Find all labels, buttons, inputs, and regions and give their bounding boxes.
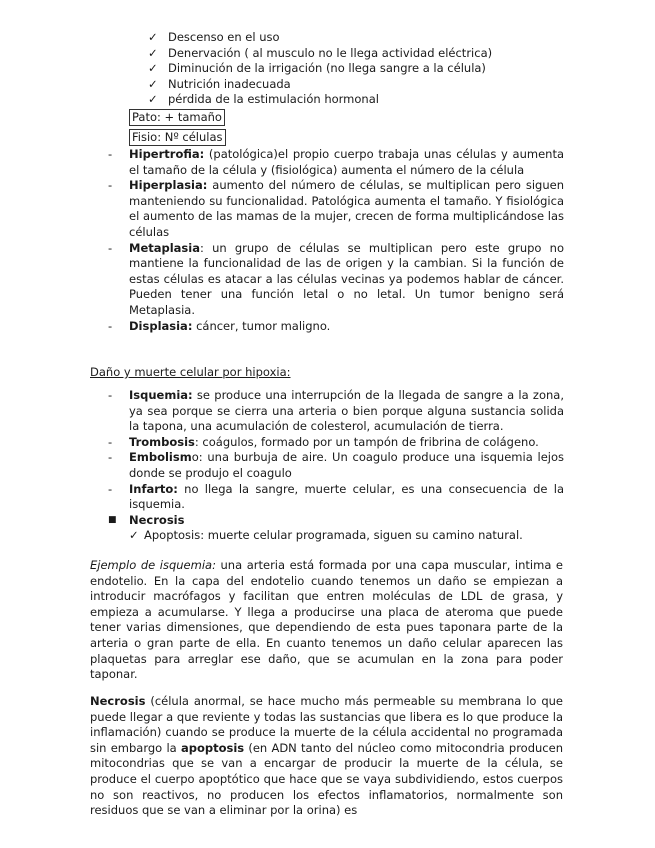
check-icon: ✓ — [129, 528, 139, 543]
dash-icon: - — [108, 147, 113, 161]
checklist-item: ✓ Denervación ( al musculo no le llega actividad eléctrica) — [148, 45, 493, 60]
checklist-item: ✓ pérdida de la estimulación hormonal — [148, 92, 379, 107]
dash-icon: - — [108, 318, 113, 333]
square-bullet-icon: ■ — [108, 514, 117, 525]
checklist-item: ✓ Nutrición inadecuada — [148, 76, 291, 91]
list-item-metaplasia: - Metaplasia: un grupo de células se multiplican pero este grupo no mantiene la funcionalidad de las de origen y la cambian. Si la función de estas células es atacar a las células vecinas ya podemos hablar de cáncer. Pueden tener una función letal o no letal. Un tumor benigno será Metaplasia. — [108, 240, 564, 317]
check-icon: ✓ — [148, 76, 158, 91]
check-icon: ✓ — [148, 45, 158, 60]
checklist-item: ✓ Descenso en el uso — [148, 30, 280, 44]
list-item-displasia: - Displasia: cáncer, tumor maligno. — [108, 318, 331, 333]
list-item-infarto: - Infarto: no llega la sangre, muerte celular, es una consecuencia de la isquemia. — [108, 481, 564, 512]
list-item-necrosis: ■ Necrosis ✓ Apoptosis: muerte celular programada, siguen su camino natural. — [108, 513, 564, 544]
example-paragraph: Ejemplo de isquemia: una arteria está formada por una capa muscular, intima e endotelio. En la capa del endotelio cuando tenemos un daño se empiezan a introducir macrófagos y facilitan que entren moléculas de LDL de grasa, y empieza a acumularse. Y llega a producirse una placa de ateroma que puede tener varias dimensiones, que dependiendo de esta pues taponara parte de la arteria o gran parte de ella. En cuanto tenemos un daño celular aparecen las plaquetas para arreglar ese daño, que se acumulan en la zona para poder taponar. — [90, 558, 564, 682]
necrosis-paragraph: Necrosis (célula anormal, se hace mucho más permeable su membrana lo que puede llegar a que reviente y todas las sustancias que libera es lo que produce la inflamación) cuando se produce la muerte de la célula accidental no programada sin embargo la apoptosis (en ADN tanto del núcleo como mitocondria producen mitocondrias que se van a encargar de producir la muerte de la célula, se produce el cuerpo apoptótico que hace que se vaya subdividiendo, estos cuerpos no son reactivos, no producen los efectos inflamatorios, normalmente son residuos que se van a eliminar por la orina) es — [90, 694, 563, 818]
check-icon: ✓ — [148, 30, 158, 44]
dash-icon: - — [108, 240, 113, 255]
list-item-hiperplasia: - Hiperplasia: aumento del número de células, se multiplican pero siguen manteniendo su funcionalidad. Patológica aumenta el tamaño. Y fisiológica el aumento de las mamas de la mujer, crecen de forma multiplicándose las células — [108, 178, 564, 239]
hypoxia-list — [108, 388, 564, 544]
fisio-box: Fisio: Nº células — [129, 129, 226, 146]
causes-checklist — [148, 30, 492, 108]
list-item-hipertrofia: - Hipertrofia: (patológica)el propio cuerpo trabaja unas células y aumenta el tamaño de la célula y (fisiológica) aumenta el número de la célula — [108, 147, 564, 177]
list-item-isquemia: - Isquemia: se produce una interrupción de la llegada de sangre a la zona, ya sea porque se cierra una arteria o bien porque alguna sustancia solida la tapona, una acumulación de colesterol, acumulación de tierra. — [108, 388, 564, 434]
pato-box: Pato: + tamaño — [129, 109, 225, 126]
dash-icon: - — [108, 450, 113, 465]
adaptations-list — [108, 147, 564, 334]
checklist-item: ✓ Diminución de la irrigación (no llega sangre a la célula) — [148, 61, 486, 76]
list-item-embolismo: - Embolismo: una burbuja de aire. Un coagulo produce una isquemia lejos donde se produjo el coagulo — [108, 450, 564, 480]
dash-icon: - — [108, 481, 113, 496]
check-icon: ✓ — [148, 92, 158, 107]
list-item-trombosis: - Trombosis: coágulos, formado por un tampón de fribrina de colágeno. — [108, 434, 539, 449]
section-heading: Daño y muerte celular por hipoxia: — [90, 365, 291, 379]
check-icon: ✓ — [148, 61, 158, 76]
dash-icon: - — [108, 388, 113, 402]
dash-icon: - — [108, 178, 113, 193]
apoptosis-item: ✓ Apoptosis: muerte celular programada, siguen su camino natural. — [129, 528, 523, 543]
dash-icon: - — [108, 434, 113, 449]
